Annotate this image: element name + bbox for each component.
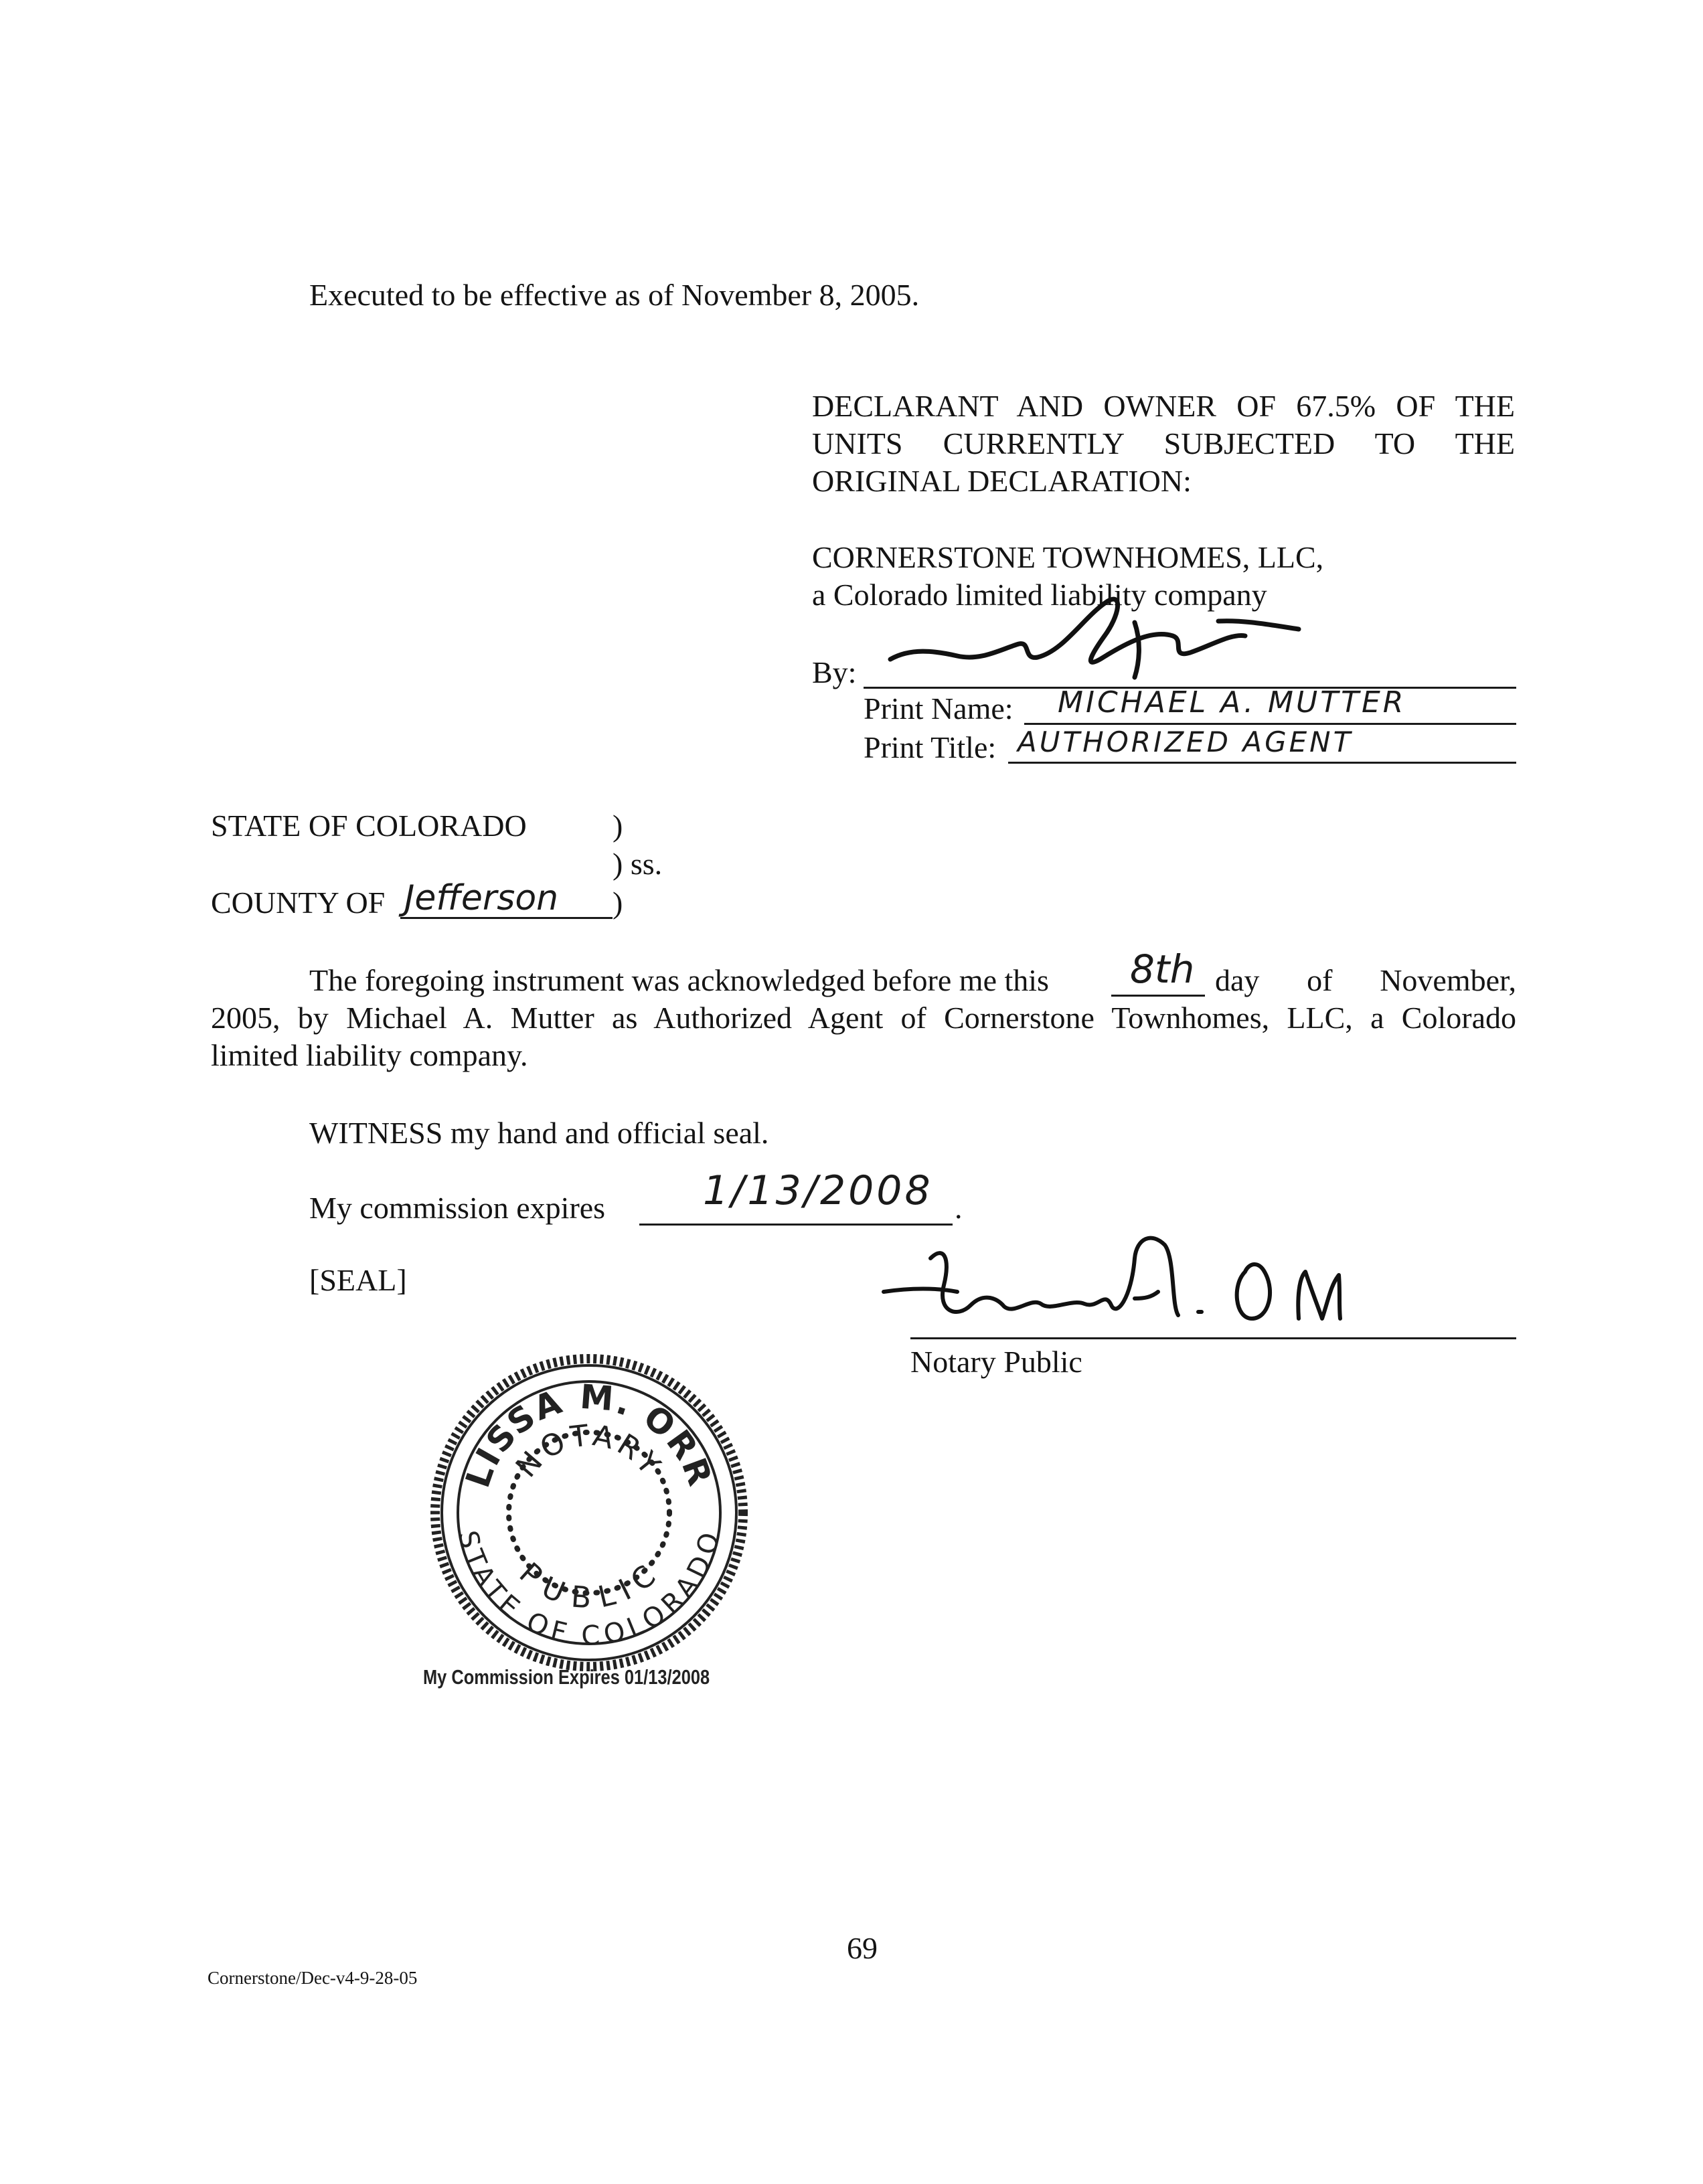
declarant-signature (870, 589, 1352, 689)
day-value: 8th (1130, 946, 1195, 992)
notary-seal (422, 1345, 756, 1680)
notary-signature-line (910, 1337, 1516, 1339)
company-description: a Colorado limited liability company (812, 578, 1267, 612)
notary-signature (870, 1218, 1352, 1339)
print-title-label: Print Title: (864, 730, 997, 764)
county-label: COUNTY OF (211, 886, 386, 920)
print-title-line (1008, 762, 1516, 764)
county-value: Jefferson (404, 878, 559, 918)
declarant-line-1: DECLARANT AND OWNER OF 67.5% OF THE (812, 389, 1515, 423)
commission-value: 1/13/2008 (703, 1167, 933, 1214)
acknowledgment-line-1-start: The foregoing instrument was acknowledged before me this (309, 963, 1049, 997)
seal-notary-text: NOTARY (509, 1418, 669, 1485)
declarant-line-2: UNITS CURRENTLY SUBJECTED TO THE (812, 426, 1515, 460)
seal-top-text: LISSA M. ORR (458, 1377, 720, 1493)
print-name-label: Print Name: (864, 691, 1013, 726)
county-paren: ) (613, 886, 623, 920)
witness-line: WITNESS my hand and official seal. (309, 1116, 769, 1150)
declarant-line-3: ORIGINAL DECLARATION: (812, 464, 1192, 498)
state-label: STATE OF COLORADO (211, 809, 527, 843)
notary-public-label: Notary Public (910, 1345, 1082, 1379)
state-paren: ) (613, 809, 623, 843)
acknowledgment-line-2: 2005, by Michael A. Mutter as Authorized Agent of Cornerstone Townhomes, LLC, a Colorado (211, 1001, 1516, 1035)
acknowledgment-line-1-end: day of November, (1215, 963, 1516, 997)
commission-period: . (955, 1191, 963, 1225)
acknowledgment-line-3: limited liability company. (211, 1038, 528, 1072)
by-label: By: (812, 655, 857, 689)
seal-caption: My Commission Expires 01/13/2008 (423, 1665, 710, 1689)
seal-public-text: PUBLIC (512, 1556, 665, 1616)
print-name-line (1024, 723, 1516, 725)
page-number: 69 (847, 1931, 878, 1965)
day-line (1111, 995, 1205, 997)
ss-label: ) ss. (613, 847, 663, 881)
print-name-value: MICHAEL A. MUTTER (1058, 685, 1406, 720)
seal-label: [SEAL] (309, 1263, 407, 1297)
seal-bottom-text: STATE OF COLORADO (452, 1527, 726, 1652)
effective-date-line: Executed to be effective as of November 8, 2005. (309, 278, 920, 312)
company-name: CORNERSTONE TOWNHOMES, LLC, (812, 540, 1324, 574)
print-title-value: AUTHORIZED AGENT (1018, 726, 1354, 758)
commission-label: My commission expires (309, 1191, 606, 1225)
footer-document-code: Cornerstone/Dec-v4-9-28-05 (208, 1968, 418, 1988)
